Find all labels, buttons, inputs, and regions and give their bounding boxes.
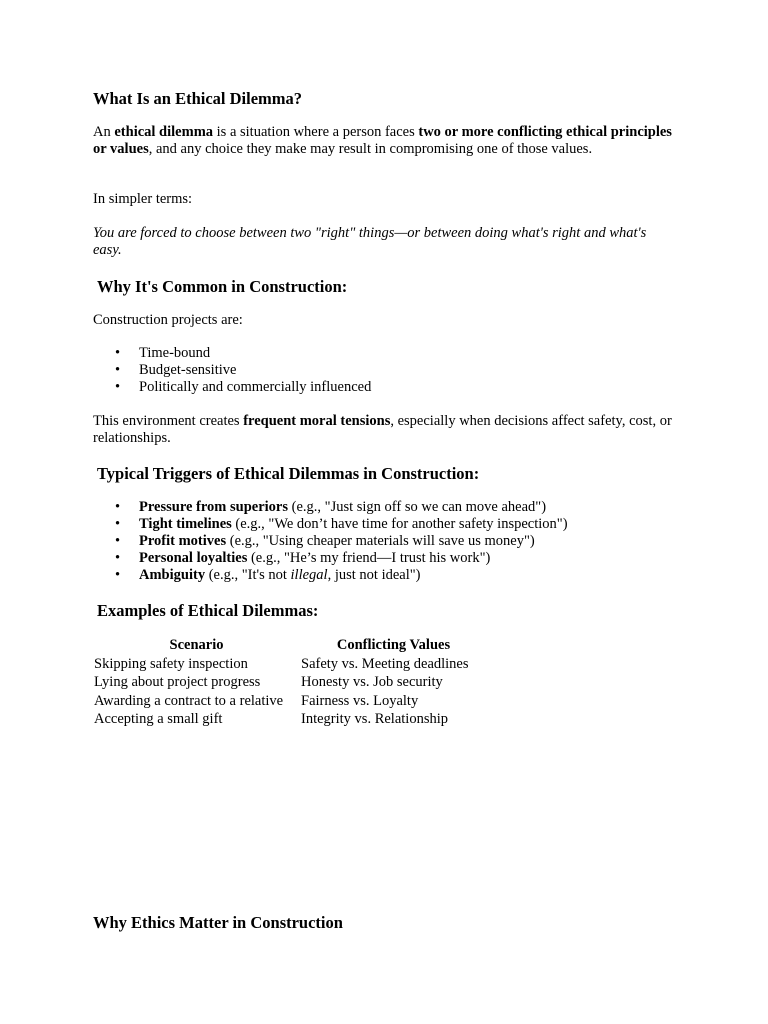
text-run: , especially when decisions affect safety, cost, or relationships. [93,413,672,446]
bold-phrase-conflicting-principles: two or more conflicting ethical principles or values [93,124,672,157]
bold-phrase-moral-tensions: frequent moral tensions [243,413,391,429]
paragraph-simpler-terms: In simpler terms: [93,191,193,207]
italic-word: illegal [290,567,328,583]
list-item [93,567,568,584]
trigger-label: Personal loyalties [139,550,248,566]
text-run: , and any choice they make may result in compromising one of those values. [148,141,593,157]
heading-what-is-ethical-dilemma: What Is an Ethical Dilemma? [93,89,303,108]
trigger-label: Tight timelines [139,516,232,532]
table-cell: Honesty vs. Job security [301,674,443,690]
table-cell: Accepting a small gift [94,711,223,727]
text-run: An [93,124,115,140]
table-header-row [93,636,487,655]
trigger-example: (e.g., "He’s my friend—I trust his work") [247,550,491,566]
paragraph-projects-are: Construction projects are: [93,312,243,328]
list-item: • Politically and commercially influenced [93,379,371,396]
table-cell: Fairness vs. Loyalty [301,692,419,709]
bold-term-ethical-dilemma: ethical dilemma [114,124,214,140]
text-run: is a situation where a person faces [213,124,419,140]
list-item: • Budget-sensitive [93,362,371,379]
paragraph-definition [93,124,673,158]
table-row [93,673,487,692]
table-cell: Safety vs. Meeting deadlines [301,655,469,672]
list-item: • Time-bound [93,345,371,362]
heading-examples: Examples of Ethical Dilemmas: [97,601,319,620]
examples-table [93,636,487,729]
trigger-label: Profit motives [139,533,227,549]
trigger-example: (e.g., "It's not [205,567,291,583]
list-item [93,499,568,516]
trigger-example: (e.g., "Just sign off so we can move ahead") [288,499,547,515]
paragraph-environment [93,413,673,447]
table-cell: Integrity vs. Relationship [301,711,448,727]
table-row [93,655,487,674]
list-item [93,533,568,550]
text-run: This environment creates [93,413,244,429]
trigger-example: (e.g., "Using cheaper materials will save us money") [226,533,535,549]
list-item [93,550,568,567]
table-cell: Awarding a contract to a relative [94,692,284,709]
table-row [93,710,487,729]
trigger-label: Pressure from superiors [139,499,289,515]
list-project-traits [93,345,371,396]
table-cell: Skipping safety inspection [94,655,248,672]
heading-why-ethics-matter: Why Ethics Matter in Construction [93,913,343,932]
column-header-scenario: Scenario [169,637,224,653]
heading-typical-triggers: Typical Triggers of Ethical Dilemmas in Construction: [97,464,480,483]
column-header-values: Conflicting Values [336,637,451,653]
list-triggers [93,499,568,584]
heading-why-common: Why It's Common in Construction: [97,277,348,296]
table-cell: Lying about project progress [94,674,261,690]
trigger-example: (e.g., "We don’t have time for another safety inspection") [231,516,568,532]
trigger-example: , just not ideal") [327,567,421,583]
table-row [93,692,487,711]
list-item [93,516,568,533]
trigger-label: Ambiguity [139,567,206,583]
paragraph-italic-explanation: You are forced to choose between two "right" things—or between doing what's right and what's easy. [93,225,647,258]
